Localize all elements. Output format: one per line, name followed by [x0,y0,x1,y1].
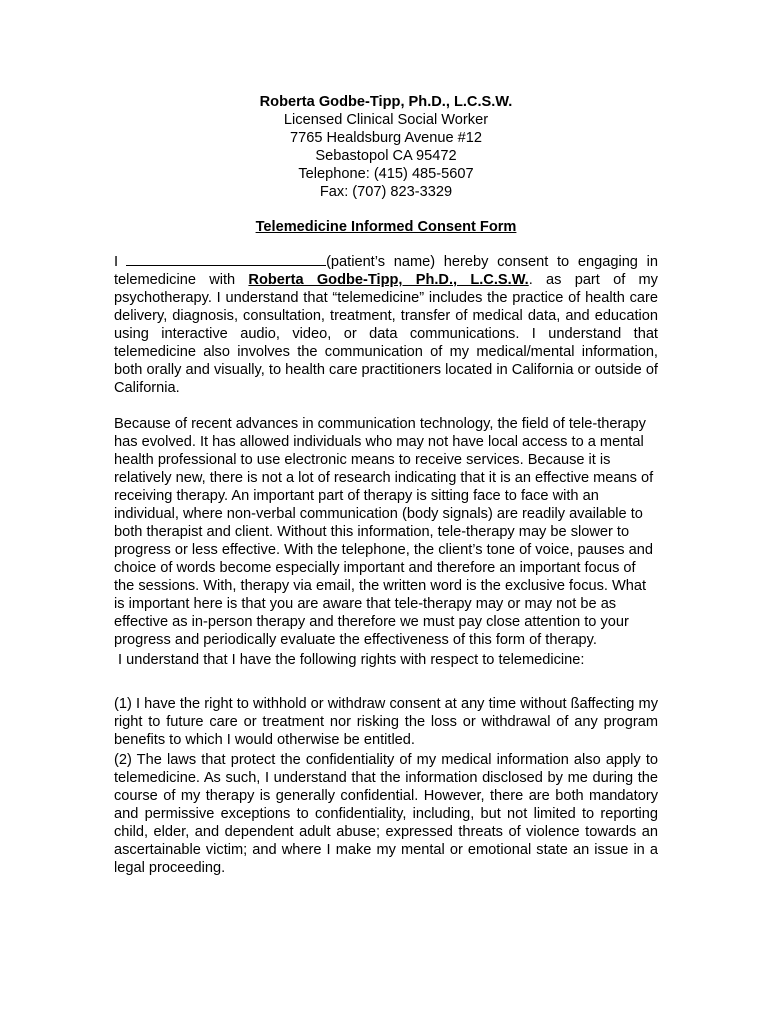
consent-text-start: (patient’s name) hereby consent to engaging in telemedicine with [114,254,658,288]
right-2: (2) The laws that protect the confidentiality of my medical information also apply to telemedicine. As such, I understand that the information disclosed by me during the course of my therapy is generally confidential. However, there are both mandatory and permissive exceptions to confidentiality, including, but not limited to reporting child, elder, and dependent adult abuse; expressed threats of violence towards an ascertainable victim; and where I make my mental or emotional state an issue in a legal proceeding. [114,752,658,876]
telephone: Telephone: (415) 485-5607 [298,166,474,182]
consent-prefix: I [114,254,119,270]
technology-paragraph: Because of recent advances in communication technology, the field of tele-therapy has evolved. It has allowed individuals who may not have local access to a mental health professional to use electronic means to receive services. Because it is relatively new, there is not a lot of research indicating that it is an effective means of receiving therapy. An important part of therapy is sitting face to face with an individual, where non-verbal communication (body signals) are readily available to both therapist and client. Without this information, tele-therapy may be slower to progress or less effective. With the telephone, the client’s tone of voice, pauses and choice of words become especially important and therefore an important focus of the sessions. With, therapy via email, the written word is the exclusive focus. What is important here is that you are aware that tele-therapy may or may not be as effective as in-person therapy and therefore we must pay close attention to your progress and periodically evaluate the effectiveness of this form of therapy. [114,416,654,648]
consent-text-rest: . as part of my psychotherapy. I understand that “telemedicine” includes the practice of health care delivery, diagnosis, consultation, treatment, transfer of medical data, and education using interactive audio, video, or data communications. I understand that telemedicine also involves the communication of my medical/mental information, both orally and visually, to health care practitioners located in California or outside of California. [114,272,658,396]
address-city: Sebastopol CA 95472 [315,148,457,164]
right-1: (1) I have the right to withhold or withdraw consent at any time without ßaffecting my right to future care or treatment nor risking the loss or withdrawal of any program benefits to which I would otherwise be entitled. [114,696,658,748]
letterhead [114,93,658,201]
rights-intro: I understand that I have the following rights with respect to telemedicine: [118,652,585,668]
therapist-name: Roberta Godbe-Tipp, Ph.D., L.C.S.W. [259,94,513,110]
consent-therapist-name: Roberta Godbe-Tipp, Ph.D., L.C.S.W. [248,272,529,288]
patient-name-blank[interactable] [126,253,326,266]
fax: Fax: (707) 823-3329 [319,184,453,200]
consent-form-page [114,93,658,877]
therapist-title: Licensed Clinical Social Worker [283,112,489,128]
address-street: 7765 Healdsburg Avenue #12 [289,130,483,146]
form-title: Telemedicine Informed Consent Form [255,219,517,235]
consent-paragraph [114,253,658,397]
